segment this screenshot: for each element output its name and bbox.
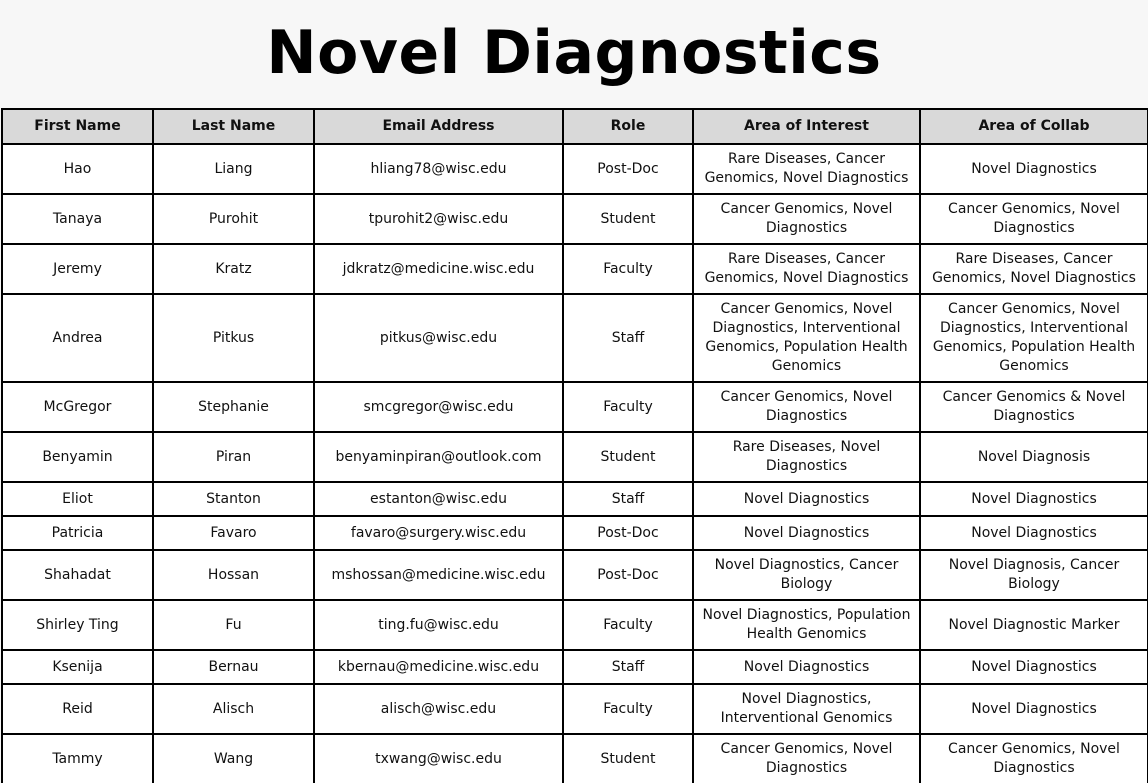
- first-name-cell: McGregor: [2, 382, 153, 432]
- email-cell: mshossan@medicine.wisc.edu: [314, 550, 563, 600]
- header-area-of-collab: Area of Collab: [920, 109, 1148, 144]
- table-row: [2, 294, 1148, 382]
- last-name-cell: Kratz: [153, 244, 314, 294]
- email-cell: smcgregor@wisc.edu: [314, 382, 563, 432]
- email-cell: benyaminpiran@outlook.com: [314, 432, 563, 482]
- area-of-interest-cell: Cancer Genomics, Novel Diagnostics, Interventional Genomics, Population Health Genomics: [693, 294, 920, 382]
- area-of-interest-cell: Novel Diagnostics, Interventional Genomics: [693, 684, 920, 734]
- area-of-collab-cell: Novel Diagnostics: [920, 482, 1148, 516]
- page-title: Novel Diagnostics: [266, 18, 882, 88]
- first-name-cell: Andrea: [2, 294, 153, 382]
- last-name-cell: Stephanie: [153, 382, 314, 432]
- first-name-cell: Eliot: [2, 482, 153, 516]
- last-name-cell: Purohit: [153, 194, 314, 244]
- first-name-cell: Benyamin: [2, 432, 153, 482]
- area-of-interest-cell: Rare Diseases, Cancer Genomics, Novel Diagnostics: [693, 244, 920, 294]
- area-of-collab-cell: Cancer Genomics, Novel Diagnostics: [920, 194, 1148, 244]
- header-email-address: Email Address: [314, 109, 563, 144]
- role-cell: Post-Doc: [563, 144, 693, 194]
- role-cell: Student: [563, 734, 693, 783]
- role-cell: Staff: [563, 650, 693, 684]
- area-of-interest-cell: Cancer Genomics, Novel Diagnostics: [693, 382, 920, 432]
- area-of-interest-cell: Novel Diagnostics, Population Health Genomics: [693, 600, 920, 650]
- first-name-cell: Reid: [2, 684, 153, 734]
- role-cell: Faculty: [563, 244, 693, 294]
- table-row: [2, 684, 1148, 734]
- table-row: [2, 432, 1148, 482]
- table-row: [2, 382, 1148, 432]
- area-of-interest-cell: Cancer Genomics, Novel Diagnostics: [693, 734, 920, 783]
- first-name-cell: Jeremy: [2, 244, 153, 294]
- last-name-cell: Liang: [153, 144, 314, 194]
- role-cell: Faculty: [563, 600, 693, 650]
- header-role: Role: [563, 109, 693, 144]
- email-cell: jdkratz@medicine.wisc.edu: [314, 244, 563, 294]
- first-name-cell: Tanaya: [2, 194, 153, 244]
- last-name-cell: Fu: [153, 600, 314, 650]
- last-name-cell: Stanton: [153, 482, 314, 516]
- area-of-interest-cell: Novel Diagnostics: [693, 482, 920, 516]
- last-name-cell: Alisch: [153, 684, 314, 734]
- first-name-cell: Shahadat: [2, 550, 153, 600]
- collaborator-table: [1, 108, 1148, 783]
- role-cell: Student: [563, 194, 693, 244]
- area-of-collab-cell: Novel Diagnosis: [920, 432, 1148, 482]
- first-name-cell: Shirley Ting: [2, 600, 153, 650]
- area-of-interest-cell: Rare Diseases, Cancer Genomics, Novel Diagnostics: [693, 144, 920, 194]
- email-cell: pitkus@wisc.edu: [314, 294, 563, 382]
- email-cell: kbernau@medicine.wisc.edu: [314, 650, 563, 684]
- role-cell: Faculty: [563, 684, 693, 734]
- table-row: [2, 144, 1148, 194]
- area-of-collab-cell: Novel Diagnostics: [920, 650, 1148, 684]
- last-name-cell: Hossan: [153, 550, 314, 600]
- last-name-cell: Wang: [153, 734, 314, 783]
- header-first-name: First Name: [2, 109, 153, 144]
- table-row: [2, 194, 1148, 244]
- table-row: [2, 516, 1148, 550]
- email-cell: tpurohit2@wisc.edu: [314, 194, 563, 244]
- table-row: [2, 734, 1148, 783]
- role-cell: Staff: [563, 482, 693, 516]
- area-of-collab-cell: Cancer Genomics, Novel Diagnostics: [920, 734, 1148, 783]
- table-header-row: [2, 109, 1148, 144]
- table-row: [2, 482, 1148, 516]
- email-cell: alisch@wisc.edu: [314, 684, 563, 734]
- header-last-name: Last Name: [153, 109, 314, 144]
- area-of-collab-cell: Novel Diagnosis, Cancer Biology: [920, 550, 1148, 600]
- table-row: [2, 550, 1148, 600]
- area-of-collab-cell: Novel Diagnostics: [920, 144, 1148, 194]
- table-row: [2, 600, 1148, 650]
- last-name-cell: Pitkus: [153, 294, 314, 382]
- area-of-interest-cell: Novel Diagnostics: [693, 516, 920, 550]
- table-row: [2, 244, 1148, 294]
- email-cell: ting.fu@wisc.edu: [314, 600, 563, 650]
- first-name-cell: Hao: [2, 144, 153, 194]
- area-of-interest-cell: Cancer Genomics, Novel Diagnostics: [693, 194, 920, 244]
- area-of-collab-cell: Cancer Genomics & Novel Diagnostics: [920, 382, 1148, 432]
- last-name-cell: Piran: [153, 432, 314, 482]
- first-name-cell: Ksenija: [2, 650, 153, 684]
- role-cell: Faculty: [563, 382, 693, 432]
- header-area-of-interest: Area of Interest: [693, 109, 920, 144]
- table-row: [2, 650, 1148, 684]
- last-name-cell: Bernau: [153, 650, 314, 684]
- area-of-interest-cell: Novel Diagnostics: [693, 650, 920, 684]
- area-of-collab-cell: Cancer Genomics, Novel Diagnostics, Interventional Genomics, Population Health Genomics: [920, 294, 1148, 382]
- email-cell: favaro@surgery.wisc.edu: [314, 516, 563, 550]
- area-of-collab-cell: Rare Diseases, Cancer Genomics, Novel Diagnostics: [920, 244, 1148, 294]
- area-of-interest-cell: Novel Diagnostics, Cancer Biology: [693, 550, 920, 600]
- role-cell: Student: [563, 432, 693, 482]
- last-name-cell: Favaro: [153, 516, 314, 550]
- area-of-collab-cell: Novel Diagnostics: [920, 684, 1148, 734]
- role-cell: Staff: [563, 294, 693, 382]
- role-cell: Post-Doc: [563, 550, 693, 600]
- first-name-cell: Patricia: [2, 516, 153, 550]
- role-cell: Post-Doc: [563, 516, 693, 550]
- email-cell: txwang@wisc.edu: [314, 734, 563, 783]
- email-cell: hliang78@wisc.edu: [314, 144, 563, 194]
- area-of-interest-cell: Rare Diseases, Novel Diagnostics: [693, 432, 920, 482]
- area-of-collab-cell: Novel Diagnostic Marker: [920, 600, 1148, 650]
- first-name-cell: Tammy: [2, 734, 153, 783]
- area-of-collab-cell: Novel Diagnostics: [920, 516, 1148, 550]
- email-cell: estanton@wisc.edu: [314, 482, 563, 516]
